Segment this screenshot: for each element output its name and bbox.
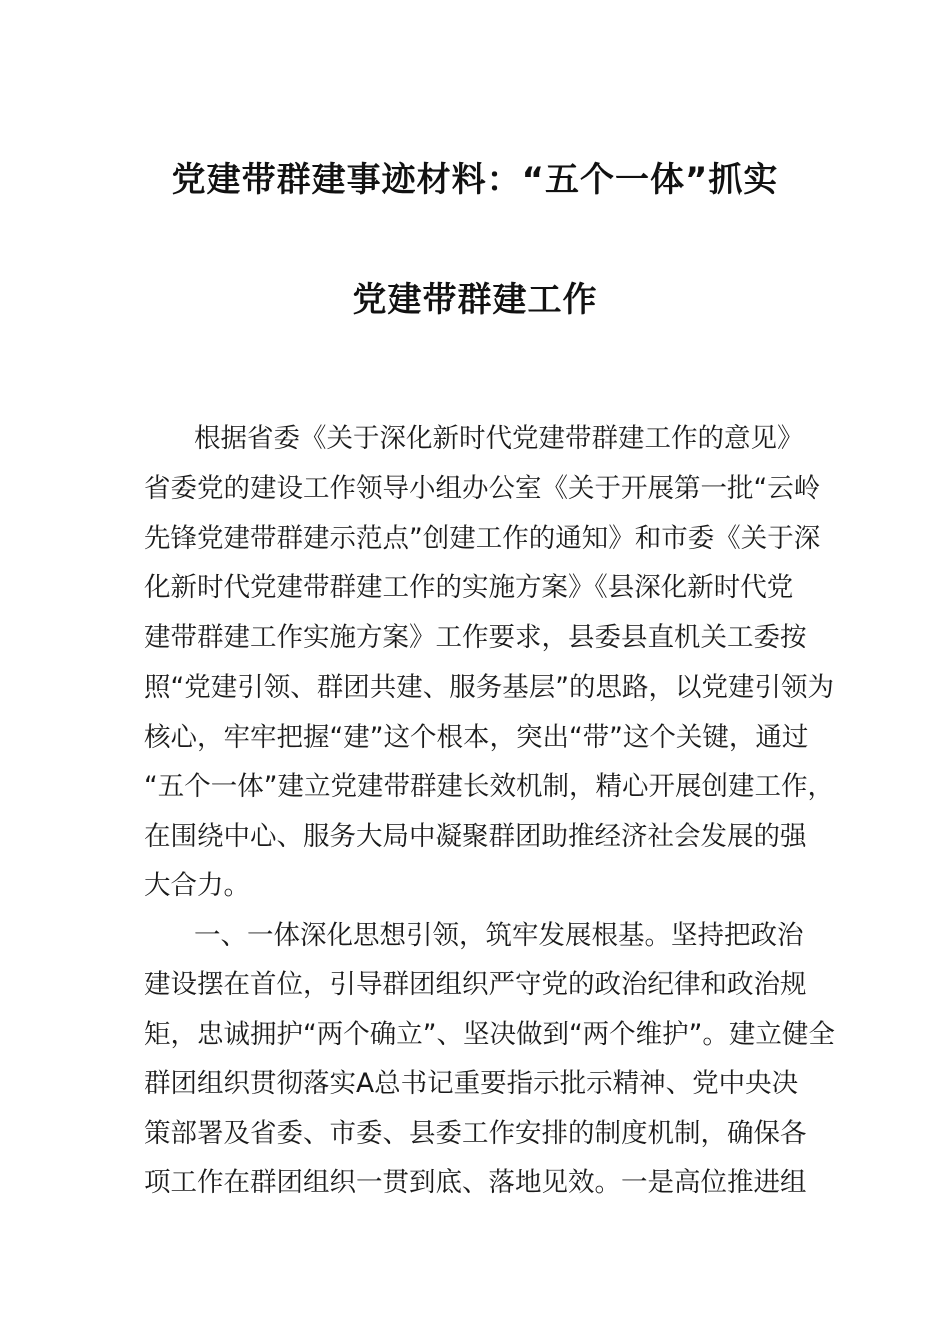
document-title-line-2: 党建带群建工作 <box>352 280 598 320</box>
document-title-line-1: 党建带群建事迹材料：“五个一体”抓实 <box>171 160 779 200</box>
paragraph-line-text: 照“党建引领、群团共建、服务基层”的思路，以党建引领为 <box>144 672 834 703</box>
paragraph-line-text: “五个一体”建立党建带群建长效机制，精心开展创建工作， <box>144 771 834 802</box>
paragraph-line-text: 一、一体深化思想引领，筑牢发展根基。坚持把政治 <box>194 920 804 951</box>
paragraph-line-text: 核心，牢牢把握“建”这个根本，突出“带”这个关键，通过 <box>144 722 809 753</box>
paragraph-line-text: 化新时代党建带群建工作的实施方案》《县深化新时代党 <box>144 572 794 603</box>
paragraph-line-text: 省委党的建设工作领导小组办公室《关于开展第一批“云岭 <box>144 473 821 504</box>
paragraph-line-text: 在围绕中心、服务大局中凝聚群团助推经济社会发展的强 <box>144 821 807 852</box>
paragraph-line-text: 大合力。 <box>144 870 250 901</box>
paragraph-line-text: 先锋党建带群建示范点”创建工作的通知》和市委《关于深 <box>144 523 821 554</box>
paragraph-line-text: 群团组织贯彻落实A总书记重要指示批示精神、党中央决 <box>144 1068 799 1099</box>
paragraph-line-text: 策部署及省委、市委、县委工作安排的制度机制，确保各 <box>144 1118 807 1149</box>
paragraph-line-text: 建带群建工作实施方案》工作要求，县委县直机关工委按 <box>144 622 807 653</box>
paragraph-line-text: 根据省委《关于深化新时代党建带群建工作的意见》 <box>194 423 804 454</box>
paragraph-line-text: 矩，忠诚拥护“两个确立”、坚决做到“两个维护”。建立健全 <box>144 1019 835 1050</box>
paragraph-line-text: 建设摆在首位，引导群团组织严守党的政治纪律和政治规 <box>144 969 807 1000</box>
paragraph-line-text: 项工作在群团组织一贯到底、落地见效。一是高位推进组 <box>144 1167 807 1198</box>
